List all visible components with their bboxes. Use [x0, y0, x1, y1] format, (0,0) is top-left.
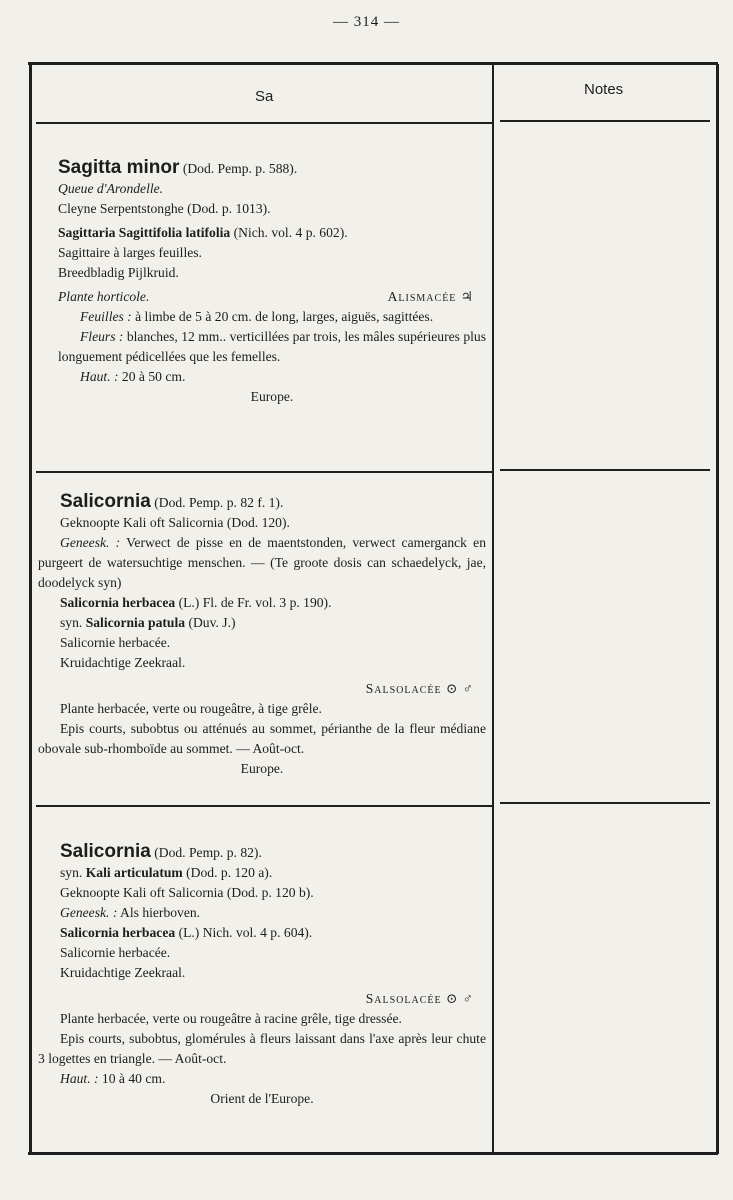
entry-title: Salicornia: [60, 841, 151, 862]
entry-salicornia-2: [38, 842, 486, 1109]
french-common-name: Salicornie herbacée.: [60, 945, 171, 960]
dutch-common-name: Kruidachtige Zeekraal.: [60, 965, 186, 980]
flemish-name: Geknoopte Kali oft Salicornia (Dod. p. 120 b).: [60, 885, 314, 900]
synonym-reference-2: (L.) Nich. vol. 4 p. 604).: [178, 925, 313, 940]
height-label: Haut. :: [60, 1071, 99, 1086]
entry-title: Salicornia: [60, 491, 151, 512]
dutch-common-name: Breedbladig Pijlkruid.: [58, 265, 179, 280]
column-header-notes: Notes: [584, 81, 624, 98]
synonym-reference: (Nich. vol. 4 p. 602).: [233, 225, 348, 240]
leaves-description: à limbe de 5 à 20 cm. de long, larges, aiguës, sagittées.: [135, 309, 434, 324]
height-value: 10 à 40 cm.: [101, 1071, 166, 1086]
flemish-name: Geknoopte Kali oft Salicornia (Dod. 120).: [60, 515, 290, 530]
table-left-border: [29, 64, 32, 1154]
header-divider-notes: [500, 120, 710, 122]
height-label: Haut. :: [80, 369, 119, 384]
entry-title: Sagitta minor: [58, 157, 180, 178]
geneesk-description: Als hierboven.: [120, 905, 201, 920]
synonym-prefix: syn.: [60, 865, 83, 880]
table-top-border: [28, 62, 718, 65]
entry-reference: (Dod. Pemp. p. 82 f. 1).: [154, 495, 284, 510]
synonym-reference-2: (Duv. J.): [188, 615, 236, 630]
plant-type: Plante horticole.: [58, 289, 150, 304]
region: Europe.: [240, 761, 284, 776]
flowers-label: Fleurs :: [80, 329, 124, 344]
geneesk-label: Geneesk. :: [60, 535, 121, 550]
flemish-name: Cleyne Serpentstonghe (Dod. p. 1013).: [58, 201, 271, 216]
row-divider-2: [36, 805, 492, 807]
family-label: Salsolacée ⊙ ♂: [365, 681, 474, 696]
page-number: — 314 —: [333, 14, 400, 30]
header-divider: [36, 122, 492, 124]
row-divider-2-notes: [500, 802, 710, 804]
entry-reference: (Dod. Pemp. p. 588).: [182, 161, 298, 176]
french-name: Queue d'Arondelle.: [58, 181, 164, 196]
synonym-name: Sagittaria Sagittifolia latifolia: [58, 225, 231, 240]
family-label: Salsolacée ⊙ ♂: [365, 991, 474, 1006]
synonym-reference: (Dod. p. 120 a).: [186, 865, 273, 880]
region: Europe.: [250, 389, 294, 404]
spike-description: Epis courts, subobtus, glomérules à fleurs laissant dans l'axe après leur chute 3 logettes en triangle. — Août-oct.: [38, 1031, 486, 1066]
synonym-prefix: syn.: [60, 615, 83, 630]
synonym-name-2: Salicornia patula: [85, 615, 186, 630]
synonym-name-2: Salicornia herbacea: [60, 925, 176, 940]
column-header-main: Sa: [255, 88, 274, 105]
geneesk-label: Geneesk. :: [60, 905, 118, 920]
spike-description: Epis courts, subobtus ou atténués au sommet, périanthe de la fleur médiane obovale sub-rhomboïde au sommet. — Août-oct.: [38, 721, 486, 756]
french-common-name: Sagittaire à larges feuilles.: [58, 245, 202, 260]
column-divider: [492, 64, 494, 1154]
entry-reference: (Dod. Pemp. p. 82).: [154, 845, 262, 860]
flowers-description: blanches, 12 mm.. verticillées par trois, les mâles supérieures plus longuement pédicellées que les femelles.: [58, 329, 486, 364]
synonym-name: Salicornia herbacea: [60, 595, 176, 610]
plant-description: Plante herbacée, verte ou rougeâtre, à tige grêle.: [60, 701, 322, 716]
french-common-name: Salicornie herbacée.: [60, 635, 171, 650]
region: Orient de l'Europe.: [210, 1091, 314, 1106]
entry-salicornia-1: [38, 492, 486, 779]
row-divider-1-notes: [500, 469, 710, 471]
row-divider-1: [36, 471, 492, 473]
height-value: 20 à 50 cm.: [121, 369, 186, 384]
leaves-label: Feuilles :: [80, 309, 132, 324]
table-bottom-border: [28, 1152, 718, 1155]
synonym-reference: (L.) Fl. de Fr. vol. 3 p. 190).: [178, 595, 332, 610]
dutch-common-name: Kruidachtige Zeekraal.: [60, 655, 186, 670]
synonym-name: Kali articulatum: [85, 865, 183, 880]
family-label: Alismacée ♃: [387, 289, 474, 304]
entry-sagitta-minor: [58, 158, 486, 407]
table-right-border: [716, 64, 719, 1154]
plant-description: Plante herbacée, verte ou rougeâtre à racine grêle, tige dressée.: [60, 1011, 402, 1026]
geneesk-description: Verwect de pisse en de maentstonden, verwect camerganck en purgeert de watersuchtige menschen. — (Te groote dosis can schaedelyck, jae, doodelyck syn): [38, 535, 486, 590]
